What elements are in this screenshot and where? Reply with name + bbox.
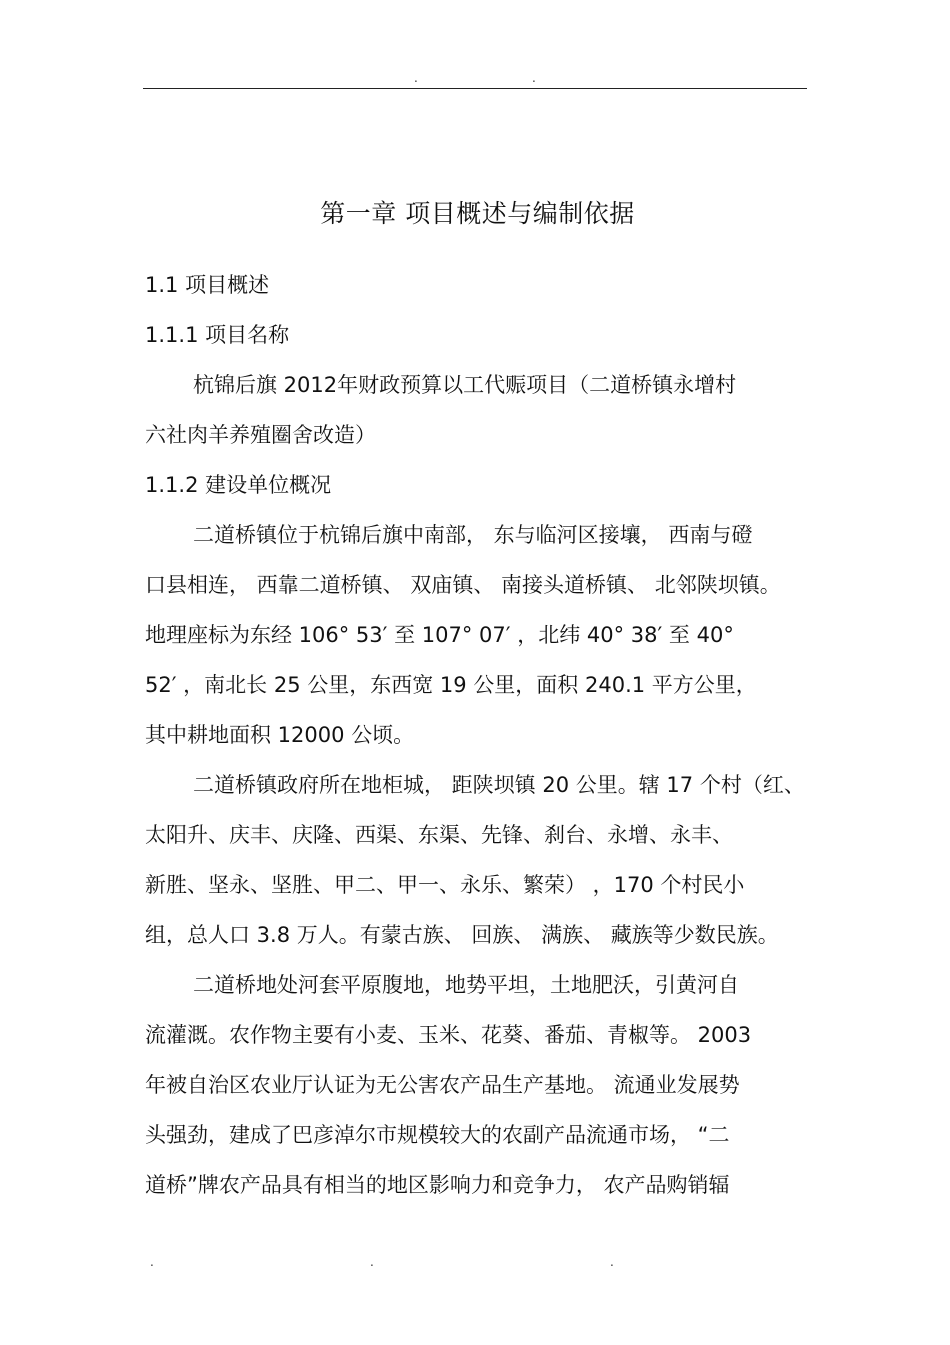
chapter-title: 第一章 项目概述与编制依据 <box>320 199 635 228</box>
paragraph-line: 太阳升、庆丰、庆隆、西渠、东渠、先锋、刹台、永增、永丰、 <box>145 823 733 847</box>
footer-dot: . <box>610 1255 614 1269</box>
project-name-line: 杭锦后旗 2012年财政预算以工代赈项目（二道桥镇永增村 <box>193 373 737 397</box>
paragraph-line: 二道桥镇政府所在地柜城， 距陕坝镇 20 公里。辖 17 个村（红、 <box>193 773 805 797</box>
paragraph-line: 流灌溉。农作物主要有小麦、玉米、花葵、番茄、青椒等。 2003 <box>145 1023 752 1047</box>
paragraph-line: 头强劲，建成了巴彦淖尔市规模较大的农副产品流通市场， “二 <box>145 1123 730 1147</box>
page-body <box>145 190 810 1210</box>
footer-dot: . <box>370 1255 374 1269</box>
header-rule <box>143 88 807 89</box>
paragraph-line: 52′ ，南北长 25 公里，东西宽 19 公里，面积 240.1 平方公里， <box>145 673 757 697</box>
paragraph-line: 其中耕地面积 12000 公顷。 <box>145 723 415 747</box>
paragraph-location <box>145 510 810 760</box>
paragraph-line: 新胜、坚永、坚胜、甲二、甲一、永乐、繁荣） ，170 个村民小 <box>145 873 745 897</box>
paragraph-administration <box>145 760 810 960</box>
project-name-line: 六社肉羊养殖圈舍改造） <box>145 423 376 447</box>
paragraph-line: 道桥”牌农产品具有相当的地区影响力和竞争力， 农产品购销辐 <box>145 1173 730 1197</box>
paragraph-line: 组，总人口 3.8 万人。有蒙古族、 回族、 满族、 藏族等少数民族。 <box>145 923 779 947</box>
footer-dots <box>0 1256 950 1270</box>
header-dots <box>0 72 950 86</box>
section-heading-1-1-1: 1.1.1 项目名称 <box>145 323 290 347</box>
paragraph-line: 年被自治区农业厅认证为无公害农产品生产基地。 流通业发展势 <box>145 1073 740 1097</box>
section-heading-1-1: 1.1 项目概述 <box>145 273 270 297</box>
paragraph-line: 二道桥镇位于杭锦后旗中南部， 东与临河区接壤， 西南与磴 <box>193 523 753 547</box>
footer-dot: . <box>150 1255 154 1269</box>
paragraph-line: 口县相连， 西靠二道桥镇、 双庙镇、 南接头道桥镇、 北邻陕坝镇。 <box>145 573 781 597</box>
header-dot: . <box>532 71 536 85</box>
section-heading-1-1-2: 1.1.2 建设单位概况 <box>145 473 332 497</box>
paragraph-agriculture <box>145 960 810 1210</box>
paragraph-line: 二道桥地处河套平原腹地，地势平坦，土地肥沃，引黄河自 <box>193 973 739 997</box>
header-dot: . <box>414 71 418 85</box>
paragraph-line: 地理座标为东经 106° 53′ 至 107° 07′ ，北纬 40° 38′ 至 40° <box>145 623 734 647</box>
